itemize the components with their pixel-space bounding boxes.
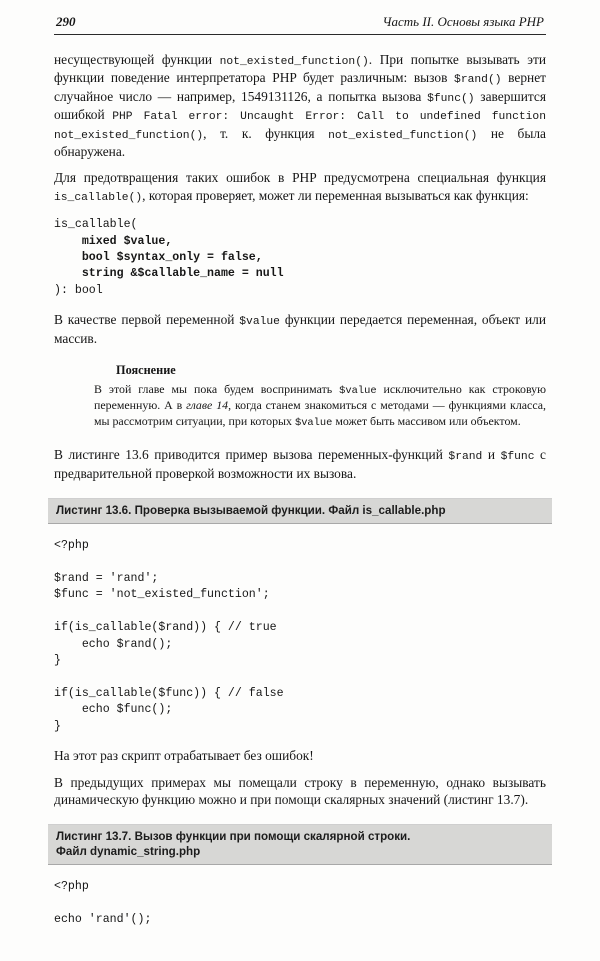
listing-header [48, 498, 552, 524]
code-line: is_callable( [54, 218, 138, 232]
code-line: if(is_callable($rand)) { // true [54, 621, 277, 635]
text-segment: вернет случайное число — например, 1549131126, а попытка вызова [54, 70, 550, 104]
text-segment: , когда станем знакомиться с методами — функциями класса, мы рассмотрим ситуации, при которых [94, 398, 549, 428]
paragraph [54, 169, 550, 205]
text-segment: , т. к. функция [203, 125, 329, 141]
code-line: if(is_callable($func)) { // false [54, 686, 284, 700]
code-line [54, 669, 546, 685]
text-segment: главе 14 [186, 398, 229, 413]
header-chapter-title: Часть II. Основы языка PHP [382, 14, 544, 29]
paragraph [54, 311, 550, 347]
code-block [54, 879, 546, 928]
text-segment: исключительно как строковую переменную. А в [94, 381, 549, 413]
text-segment: В листинге 13.6 приводится пример вызова переменных-функций [54, 447, 449, 463]
code-line: } [54, 719, 61, 733]
paragraph [54, 747, 546, 764]
paragraph [54, 446, 550, 482]
text-segment: и [482, 447, 501, 463]
inline-code: $value [294, 416, 333, 429]
inline-code: $rand() [454, 74, 502, 87]
text-segment: В качестве первой переменной [54, 312, 240, 328]
listing-header [48, 824, 552, 865]
text-segment: может быть массивом или объектом. [332, 413, 521, 428]
text-segment: На этот раз скрипт отрабатывает без ошибок! [54, 748, 314, 764]
code-line: $rand = 'rand'; [54, 571, 159, 585]
listing-title-line: Файл dynamic_string.php [56, 845, 201, 859]
code-line: <?php [54, 538, 89, 552]
paragraph [54, 774, 550, 808]
code-line [54, 554, 546, 570]
text-segment: несуществующей функции [54, 52, 220, 67]
note-block [94, 362, 549, 430]
inline-code: is_callable() [54, 191, 143, 204]
code-line: } [54, 654, 61, 667]
listing-title-line: Листинг 13.7. Вызов функции при помощи скалярной строки. [56, 829, 411, 843]
page-number: 290 [56, 14, 76, 29]
text-segment: . При попытке вызывать эти функции поведение интерпретатора PHP будет различным: вызов [54, 52, 550, 86]
code-line: echo $func(); [54, 703, 173, 717]
inline-code: $value [239, 316, 280, 329]
inline-code: $value [339, 384, 377, 397]
text-segment: В предыдущих примерах мы помещали строку в переменную, однако вызывать динамическую функцию можно и при помощи скалярных значений (листинг 13.7). [54, 774, 550, 807]
text-segment: функции передается переменная, объект или массив. [54, 312, 550, 346]
inline-code: $rand [448, 451, 483, 464]
code-line [54, 604, 546, 620]
code-line: echo 'rand'(); [54, 913, 152, 927]
code-line [54, 896, 546, 912]
text-segment: , которая проверяет, может ли переменная вызываться как функция: [142, 187, 529, 203]
header-rule [54, 34, 546, 35]
code-block [54, 538, 546, 736]
inline-code: not_existed_function() [219, 56, 369, 68]
code-line: $func = 'not_existed_function'; [54, 588, 270, 602]
text-segment: с предварительной проверкой возможности их вызова. [54, 447, 550, 481]
inline-code: not_existed_function() [328, 129, 478, 142]
paragraph [54, 51, 553, 160]
page-content [54, 51, 553, 929]
code-line: bool $syntax_only = false, [54, 250, 263, 264]
note-body [94, 381, 549, 431]
code-line: echo $rand(); [54, 637, 173, 651]
text-segment: не была обнаружена. [54, 125, 550, 160]
inline-code: PHP Fatal error: Uncaught Error: Call to undefined function not_existed_function() [54, 111, 553, 142]
listing-title-line: Листинг 13.6. Проверка вызываемой функции. Файл is_callable.php [56, 504, 446, 518]
code-line: <?php [54, 880, 89, 894]
code-block [54, 217, 546, 299]
code-line: mixed $value, [54, 234, 173, 248]
text-segment: В этой главе мы пока будем воспринимать [94, 381, 340, 396]
text-segment: Для предотвращения таких ошибок в PHP предусмотрена специальная функция [54, 170, 550, 186]
inline-code: $func() [427, 92, 475, 105]
code-line: ): bool [54, 283, 103, 297]
page-header [54, 14, 546, 34]
inline-code: $func [500, 451, 535, 464]
code-line: string &$callable_name = null [54, 267, 284, 281]
text-segment: завершится ошибкой [54, 88, 550, 123]
note-title: Пояснение [116, 362, 176, 377]
